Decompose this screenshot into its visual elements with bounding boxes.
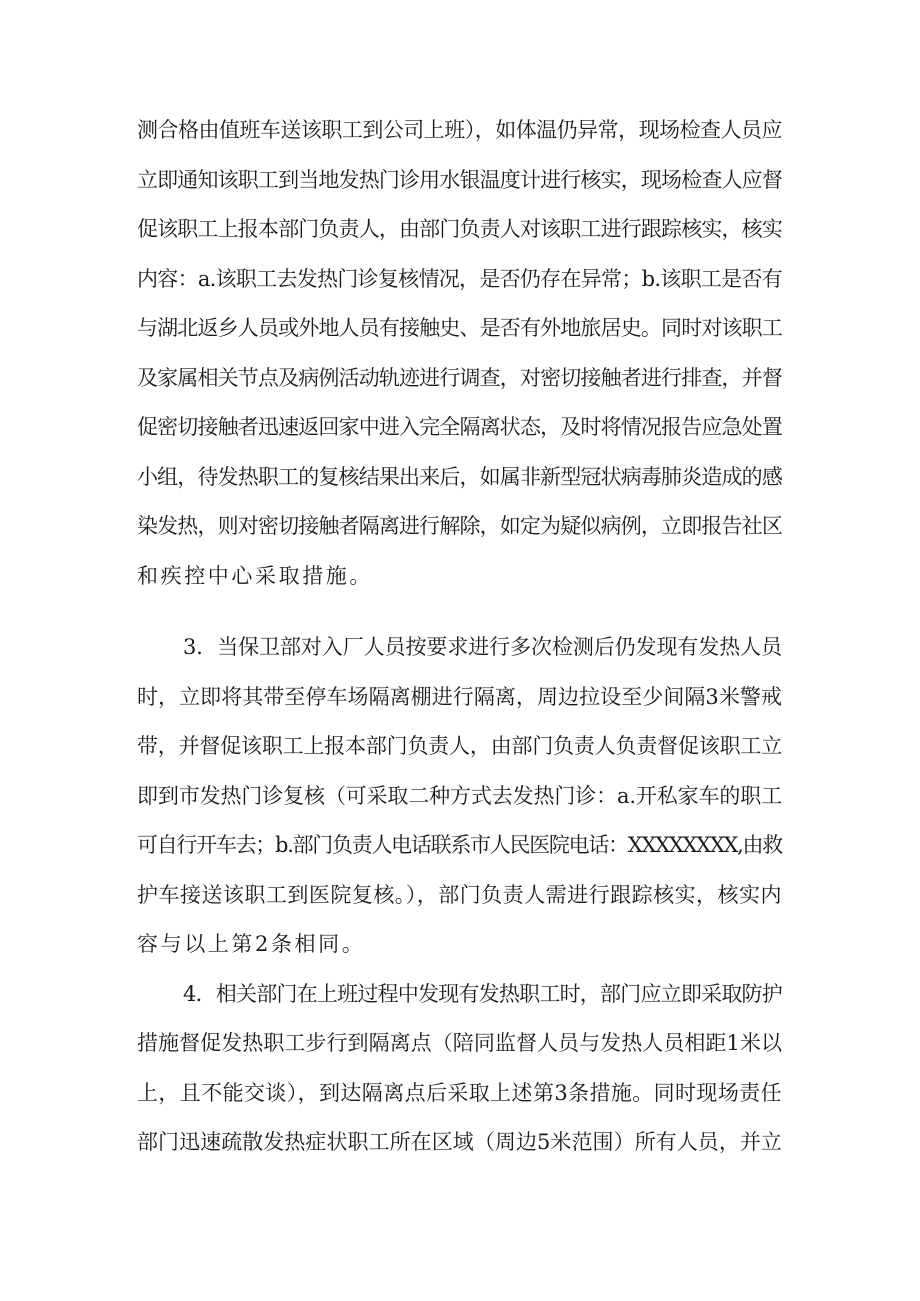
text-line: 4．相关部门在上班过程中发现有发热职工时，部门应立即采取防护 xyxy=(183,982,782,1006)
text-line: 即到市发热门诊复核（可采取二种方式去发热门诊：a.开私家车的职工 xyxy=(137,784,782,808)
text-line: 和疾控中心采取措施。 xyxy=(137,564,373,588)
text-line: 小组，待发热职工的复核结果出来后，如属非新型冠状病毒肺炎造成的感 xyxy=(137,465,782,489)
text-line: 及家属相关节点及病例活动轨迹进行调查，对密切接触者进行排查，并督 xyxy=(137,366,782,390)
text-line: 测合格由值班车送该职工到公司上班），如体温仍异常，现场检查人员应 xyxy=(137,118,782,142)
text-line: 带，并督促该职工上报本部门负责人，由部门负责人负责督促该职工立 xyxy=(137,734,782,758)
text-line: 3．当保卫部对入厂人员按要求进行多次检测后仍发现有发热人员 xyxy=(183,635,782,659)
text-line: 措施督促发热职工步行到隔离点（陪同监督人员与发热人员相距1米以 xyxy=(137,1031,782,1055)
text-line: 促密切接触者迅速返回家中进入完全隔离状态，及时将情况报告应急处置 xyxy=(137,415,782,439)
text-line: 护车接送该职工到医院复核。），部门负责人需进行跟踪核实，核实内 xyxy=(137,883,782,907)
text-line: 部门迅速疏散发热症状职工所在区域（周边5米范围）所有人员，并立 xyxy=(137,1130,782,1154)
text-line: 促该职工上报本部门负责人，由部门负责人对该职工进行跟踪核实，核实 xyxy=(137,217,782,241)
text-line: 容与以上第2条相同。 xyxy=(137,932,366,956)
text-line: 时，立即将其带至停车场隔离棚进行隔离，周边拉设至少间隔3米警戒 xyxy=(137,685,782,709)
text-line: 染发热，则对密切接触者隔离进行解除，如定为疑似病例，立即报告社区 xyxy=(137,514,782,538)
text-line: 可自行开车去；b.部门负责人电话联系市人民医院电话：XXXXXXXX,由救 xyxy=(137,833,782,857)
text-line: 上，且不能交谈），到达隔离点后采取上述第3条措施。同时现场责任 xyxy=(137,1081,782,1105)
text-line: 与湖北返乡人员或外地人员有接触史、是否有外地旅居史。同时对该职工 xyxy=(137,316,782,340)
text-line: 内容：a.该职工去发热门诊复核情况，是否仍存在异常；b.该职工是否有 xyxy=(137,267,782,291)
text-line: 立即通知该职工到当地发热门诊用水银温度计进行核实，现场检查人应督 xyxy=(137,168,782,192)
